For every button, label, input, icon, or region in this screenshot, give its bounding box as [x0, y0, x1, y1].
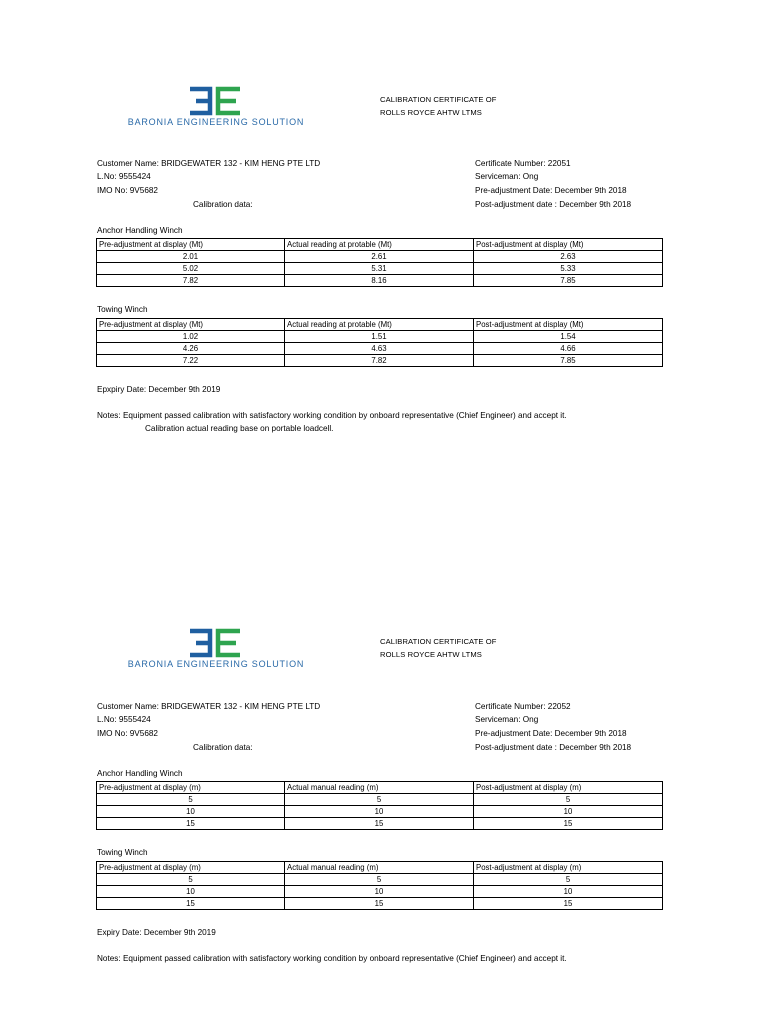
table-cell: 4.26 [97, 343, 285, 355]
table-cell: 5 [285, 874, 474, 886]
table-row [97, 886, 663, 898]
certificate-number: Certificate Number: 22051 [475, 159, 571, 168]
table-row [97, 874, 663, 886]
table-cell: 5 [97, 794, 285, 806]
table-cell: 15 [285, 898, 474, 910]
imo-number: IMO No: 9V5682 [97, 186, 158, 195]
table-row [97, 794, 663, 806]
table-cell: 1.02 [97, 331, 285, 343]
expiry-date: Expiry Date: December 9th 2019 [97, 928, 216, 937]
company-logo [120, 628, 312, 672]
table-cell: 10 [474, 806, 663, 818]
table-cell: 5 [474, 874, 663, 886]
calibration-data-label: Calibration data: [193, 743, 253, 752]
certificate-title: CALIBRATION CERTIFICATE OF [380, 637, 497, 646]
table-cell: 5 [97, 874, 285, 886]
table-cell: 7.82 [285, 355, 474, 367]
logo-3e-icon [186, 628, 244, 658]
column-header: Post-adjustment at display (m) [474, 862, 663, 874]
lno: L.No: 9555424 [97, 715, 151, 724]
table-cell: 2.01 [97, 251, 285, 263]
table-cell: 5.33 [474, 263, 663, 275]
logo-3e-icon [186, 86, 244, 116]
customer-name: Customer Name: BRIDGEWATER 132 - KIM HENG PTE LTD [97, 159, 321, 168]
table-cell: 4.66 [474, 343, 663, 355]
table-header-row [97, 319, 663, 331]
certificate-subtitle: ROLLS ROYCE AHTW LTMS [380, 108, 482, 117]
pre-adjustment-date: Pre-adjustment Date: December 9th 2018 [475, 186, 627, 195]
anchor-winch-table [96, 781, 663, 830]
column-header: Actual reading at protable (Mt) [285, 319, 474, 331]
column-header: Pre-adjustment at display (Mt) [97, 319, 285, 331]
certificate-title: CALIBRATION CERTIFICATE OF [380, 95, 497, 104]
column-header: Actual manual reading (m) [285, 862, 474, 874]
column-header: Pre-adjustment at display (Mt) [97, 239, 285, 251]
table-cell: 10 [285, 886, 474, 898]
table-cell: 5 [474, 794, 663, 806]
table-cell: 2.63 [474, 251, 663, 263]
table-row [97, 275, 663, 287]
certificate-number: Certificate Number: 22052 [475, 702, 571, 711]
table-cell: 7.85 [474, 275, 663, 287]
imo-number: IMO No: 9V5682 [97, 729, 158, 738]
table-cell: 10 [97, 886, 285, 898]
column-header: Pre-adjustment at display (m) [97, 862, 285, 874]
post-adjustment-date: Post-adjustment date : December 9th 2018 [475, 743, 632, 752]
serviceman: Serviceman: Ong [475, 715, 539, 724]
table-cell: 10 [285, 806, 474, 818]
table-cell: 5.02 [97, 263, 285, 275]
table-cell: 15 [285, 818, 474, 830]
table-row [97, 343, 663, 355]
table-cell: 15 [97, 898, 285, 910]
notes: Notes: Equipment passed calibration with satisfactory working condition by onboard representative (Chief Engineer) and accept it. [97, 411, 567, 420]
column-header: Post-adjustment at display (m) [474, 782, 663, 794]
table-cell: 10 [97, 806, 285, 818]
table-cell: 1.51 [285, 331, 474, 343]
towing-winch-label: Towing Winch [97, 305, 148, 314]
table-row [97, 331, 663, 343]
table-row [97, 355, 663, 367]
serviceman: Serviceman: Ong [475, 172, 539, 181]
table-cell: 1.54 [474, 331, 663, 343]
certificate-subtitle: ROLLS ROYCE AHTW LTMS [380, 650, 482, 659]
table-row [97, 898, 663, 910]
company-logo [120, 86, 312, 130]
table-row [97, 263, 663, 275]
notes-calibration: Calibration actual reading base on portable loadcell. [145, 424, 334, 433]
column-header: Actual manual reading (m) [285, 782, 474, 794]
column-header: Pre-adjustment at display (m) [97, 782, 285, 794]
table-header-row [97, 239, 663, 251]
column-header: Actual reading at protable (Mt) [285, 239, 474, 251]
table-cell: 7.22 [97, 355, 285, 367]
table-header-row [97, 862, 663, 874]
anchor-winch-table [96, 238, 663, 287]
calibration-data-label: Calibration data: [193, 200, 253, 209]
company-name: BARONIA ENGINEERING SOLUTION [127, 659, 305, 669]
table-cell: 2.61 [285, 251, 474, 263]
table-cell: 5 [285, 794, 474, 806]
post-adjustment-date: Post-adjustment date : December 9th 2018 [475, 200, 632, 209]
table-row [97, 818, 663, 830]
towing-winch-table [96, 861, 663, 910]
table-cell: 7.85 [474, 355, 663, 367]
table-cell: 15 [474, 898, 663, 910]
table-cell: 5.31 [285, 263, 474, 275]
towing-winch-label: Towing Winch [97, 848, 148, 857]
table-cell: 7.82 [97, 275, 285, 287]
table-row [97, 806, 663, 818]
column-header: Post-adjustment at display (Mt) [474, 319, 663, 331]
customer-name: Customer Name: BRIDGEWATER 132 - KIM HENG PTE LTD [97, 702, 321, 711]
pre-adjustment-date: Pre-adjustment Date: December 9th 2018 [475, 729, 627, 738]
expiry-date: Epxpiry Date: December 9th 2019 [97, 385, 221, 394]
table-cell: 10 [474, 886, 663, 898]
towing-winch-table [96, 318, 663, 367]
table-header-row [97, 782, 663, 794]
lno: L.No: 9555424 [97, 172, 151, 181]
anchor-winch-label: Anchor Handling Winch [97, 769, 183, 778]
table-cell: 4.63 [285, 343, 474, 355]
company-name: BARONIA ENGINEERING SOLUTION [127, 117, 305, 127]
table-row [97, 251, 663, 263]
table-cell: 15 [97, 818, 285, 830]
anchor-winch-label: Anchor Handling Winch [97, 226, 183, 235]
column-header: Post-adjustment at display (Mt) [474, 239, 663, 251]
table-cell: 8.16 [285, 275, 474, 287]
notes: Notes: Equipment passed calibration with satisfactory working condition by onboard representative (Chief Engineer) and accept it. [97, 954, 567, 963]
table-cell: 15 [474, 818, 663, 830]
